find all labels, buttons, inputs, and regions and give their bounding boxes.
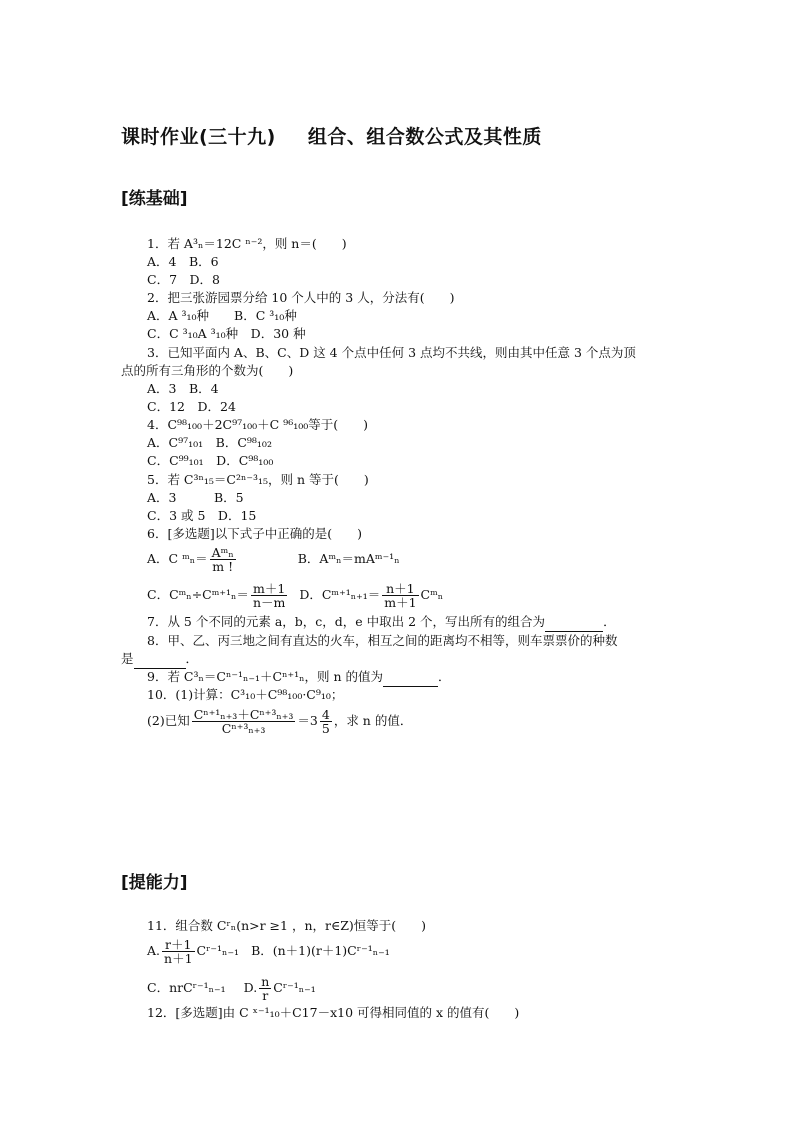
q2-options-ab: A．A ³₁₀种 B．C ³₁₀种: [147, 308, 297, 323]
title-right: 组合、组合数公式及其性质: [307, 126, 542, 148]
q8-stem-line1: 8．甲、乙、丙三地之间有直达的火车，相互之间的距离均不相等，则车票票价的种数: [147, 633, 618, 648]
q3-stem-line1: 3．已知平面内 A、B、C、D 这 4 个点中任何 3 点均不共线，则由其中任意 3 个点为顶: [147, 345, 636, 360]
q11-option-d-suffix: Cʳ⁻¹ₙ₋₁: [273, 980, 316, 995]
q6-options-ab: [147, 546, 400, 573]
q6-option-c-fraction: [251, 582, 287, 609]
q10-part1: 10．(1)计算：C³₁₀＋C⁹⁸₁₀₀·C⁹₁₀；: [147, 687, 344, 702]
q3-stem-line2: 点的所有三角形的个数为( ): [121, 363, 294, 378]
page-title: [121, 122, 542, 149]
q10-suffix: ，求 n 的值．: [333, 713, 413, 728]
q4-options-ab: A．C⁹⁷₁₀₁ B．C⁹⁸₁₀₂: [147, 435, 272, 450]
q11-stem: 11．组合数 Cʳₙ(n>r ≥1 ，n，r∈Z)恒等于( ): [147, 918, 427, 933]
q12-stem: 12．[多选题]由 C ˣ⁻¹₁₀＋C17－x10 可得相同值的 x 的值有( ): [147, 1005, 520, 1020]
q6-a-numerator: Aᵐₙ: [211, 545, 234, 560]
q5-stem: 5．若 C³ⁿ₁₅＝C²ⁿ⁻³₁₅，则 n 等于( ): [147, 472, 369, 487]
q11-option-a-suffix: Cʳ⁻¹ₙ₋₁: [196, 943, 240, 958]
q10-frac-den: 5: [321, 721, 330, 736]
q6-d-numerator: n＋1: [382, 582, 418, 596]
q10-frac-num: 4: [321, 707, 330, 722]
title-left: 课时作业(三十九): [121, 126, 276, 148]
q6-c-numerator: m＋1: [251, 582, 287, 596]
q11-option-a-fraction: [162, 938, 195, 965]
q10-part2-prefix: (2)已知: [147, 713, 190, 728]
q11-a-denominator: n＋1: [164, 951, 193, 966]
q11-option-b: B．(n＋1)(r＋1)Cʳ⁻¹ₙ₋₁: [251, 943, 390, 958]
q6-option-d-prefix: D．Cᵐ⁺¹ₙ₊₁＝: [299, 587, 381, 602]
q9-answer-blank[interactable]: [383, 668, 438, 687]
q1-stem: 1．若 A³ₙ＝12C ⁿ⁻²，则 n＝( ): [147, 236, 347, 251]
q7-stem: [147, 613, 616, 632]
q5-options-ab: A．3 B．5: [147, 490, 244, 505]
q7-end: ．: [603, 614, 616, 629]
q11-option-d-prefix: D.: [243, 980, 258, 995]
q11-options-ab: [147, 938, 390, 965]
q7-answer-blank[interactable]: [545, 613, 603, 632]
q6-d-denominator: m＋1: [384, 595, 417, 610]
q11-d-numerator: n: [261, 974, 270, 989]
q8-text: 是: [121, 651, 134, 666]
q7-text: 7．从 5 个不同的元素 a，b，c，d，e 中取出 2 个，写出所有的组合为: [147, 614, 546, 629]
q9-text: 9．若 C³ₙ＝Cⁿ⁻¹ₙ₋₁＋Cⁿ⁺¹ₙ，则 n 的值为: [147, 669, 383, 684]
q11-options-cd: [147, 975, 316, 1002]
q6-option-b: B．Aᵐₙ＝mAᵐ⁻¹ₙ: [297, 551, 400, 566]
q11-option-c: C．nrCʳ⁻¹ₙ₋₁: [147, 980, 226, 995]
q3-options-cd: C．12 D．24: [147, 399, 236, 414]
q10-part2: [147, 708, 412, 735]
q11-option-d-fraction: [259, 975, 271, 1002]
q10-mixed-fraction: [320, 708, 332, 735]
q6-option-a-prefix: A．C ᵐₙ＝: [147, 551, 208, 566]
q8-stem-line2: [121, 650, 198, 669]
q10-main-fraction: [192, 708, 296, 735]
section-heading-advanced: [提能力]: [121, 873, 188, 893]
q6-c-denominator: n－m: [252, 595, 286, 610]
q10-mid: ＝3: [297, 713, 318, 728]
q8-end: ．: [185, 651, 199, 666]
q2-stem: 2．把三张游园票分给 10 个人中的 3 人，分法有( ): [147, 290, 455, 305]
q4-options-cd: C．C⁹⁹₁₀₁ D．C⁹⁸₁₀₀: [147, 453, 274, 468]
q6-option-a-fraction: [210, 546, 236, 573]
q6-stem: 6．[多选题]以下式子中正确的是( ): [147, 526, 362, 541]
section-heading-basic: [练基础]: [121, 189, 188, 209]
q5-options-cd: C．3 或 5 D．15: [147, 508, 257, 523]
q11-a-numerator: r＋1: [162, 938, 195, 952]
q3-options-ab: A．3 B．4: [147, 381, 219, 396]
q6-option-c-prefix: C．Cᵐₙ÷Cᵐ⁺¹ₙ＝: [147, 587, 249, 602]
q2-options-cd: C．C ³₁₀A ³₁₀种 D．30 种: [147, 326, 306, 341]
q9-end: ．: [438, 669, 451, 684]
q6-option-d-suffix: Cᵐₙ: [420, 587, 444, 602]
q11-option-a-prefix: A.: [147, 943, 161, 958]
q6-options-cd: [147, 582, 443, 609]
q6-a-denominator: m !: [212, 559, 234, 574]
q9-stem: [147, 668, 451, 687]
q1-options-cd: C．7 D．8: [147, 272, 220, 287]
q10-numerator: Cⁿ⁺¹ₙ₊₃＋Cⁿ⁺³ₙ₊₃: [193, 707, 294, 722]
q11-d-denominator: r: [262, 988, 269, 1003]
q8-answer-blank[interactable]: [134, 650, 186, 669]
q4-stem: 4．C⁹⁸₁₀₀＋2C⁹⁷₁₀₀＋C ⁹⁶₁₀₀等于( ): [147, 417, 368, 432]
q10-denominator: Cⁿ⁺³ₙ₊₃: [221, 721, 266, 736]
q1-options-ab: A．4 B．6: [147, 254, 219, 269]
q6-option-d-fraction: [382, 582, 418, 609]
